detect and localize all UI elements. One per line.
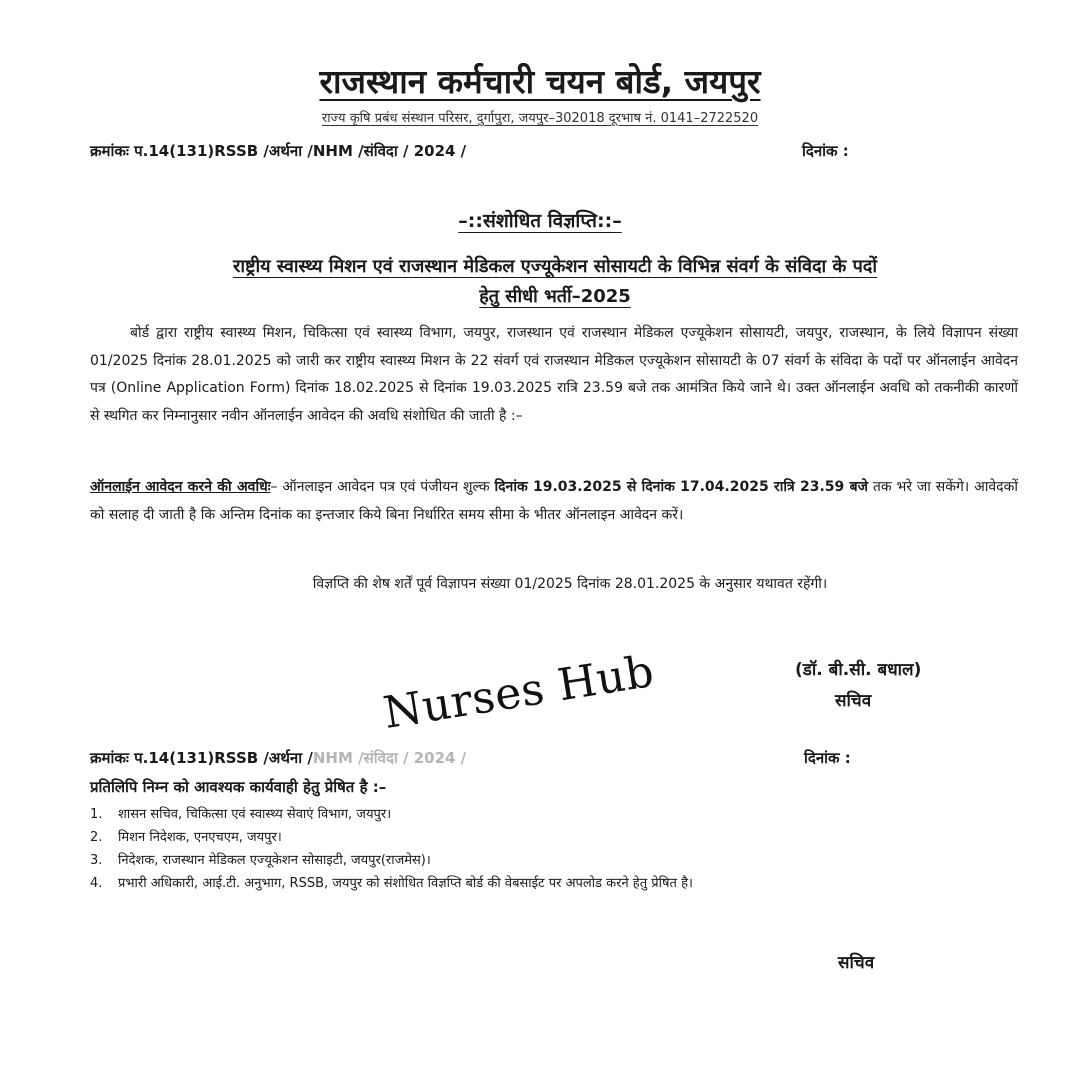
subject-line-1: राष्ट्रीय स्वास्थ्य मिशन एवं राजस्थान मेडिकल एज्यूकेशन सोसायटी के विभिन्न संवर्ग के संविदा के पदों: [232, 256, 878, 277]
period-text-1: – ऑनलाइन आवेदन पत्र एवं पंजीयन शुल्क: [270, 479, 495, 495]
list-item: 3. निदेशक, राजस्थान मेडिकल एज्यूकेशन सोसाइटी, जयपुर(राजमेस)।: [90, 853, 431, 868]
period-label: ऑनलाईन आवेदन करने की अवधिः: [90, 479, 271, 495]
reference-number-bottom-start: क्रमांकः प.14(131)RSSB /अर्थना /: [90, 749, 313, 767]
date-label-bottom: दिनांक :: [804, 749, 851, 767]
signatory-name: (डॉ. बी.सी. बधाल): [795, 660, 922, 680]
list-item: 1. शासन सचिव, चिकित्सा एवं स्वास्थ्य सेवाएं विभाग, जयपुर।: [90, 807, 392, 822]
closing-line: विज्ञप्ति की शेष शर्तें पूर्व विज्ञापन संख्या 01/2025 दिनांक 28.01.2025 के अनुसार यथावत रहेंगी।: [312, 576, 828, 592]
paragraph-application-period: [90, 474, 1018, 529]
reference-number-bottom-faded: NHM /संविदा / 2024 /: [312, 749, 467, 767]
period-text-2: तक भरे जा सकेंगे। आवेदकों को सलाह दी जाती है कि अन्तिम दिनांक का इन्तजार किये बिना निर्धारित समय सीमा के भीतर ऑनलाइन आवेदन करें।: [90, 479, 1018, 523]
reference-number-bottom: [90, 748, 466, 768]
footer-signature: सचिव: [838, 953, 875, 973]
copy-to-list: [90, 803, 693, 895]
reference-number-top: क्रमांकः प.14(131)RSSB /अर्थना /NHM /संविदा / 2024 /: [90, 142, 467, 160]
subject-line-2: हेतु सीधी भर्ती–2025: [479, 286, 631, 307]
board-address: राज्य कृषि प्रबंध संस्थान परिसर, दुर्गापुरा, जयपुर–302018 दूरभाष नं. 0141–2722520: [321, 111, 759, 126]
list-item: 2. मिशन निदेशक, एनएचएम, जयपुर।: [90, 830, 282, 845]
notice-subject: [90, 252, 1020, 312]
board-title: राजस्थान कर्मचारी चयन बोर्ड, जयपुर: [319, 62, 761, 101]
list-item: 4. प्रभारी अधिकारी, आई.टी. अनुभाग, RSSB, जयपुर को संशोधित विज्ञप्ति बोर्ड की वेबसाईट पर अपलोड करने हेतु प्रेषित है।: [90, 876, 693, 891]
paragraph-background: बोर्ड द्वारा राष्ट्रीय स्वास्थ्य मिशन, चिकित्सा एवं स्वास्थ्य विभाग, जयपुर, राजस्थान एवं राजस्थान मेडिकल एज्यूकेशन सोसायटी, जयपुर, राजस्थान, के लिये विज्ञापन संख्या 01/2025 दिनांक 28.01.2025 को जारी कर राष्ट्रीय स्वास्थ्य मिशन के 22 संवर्ग एवं राजस्थान मेडिकल एज्यूकेशन सोसायटी के 07 संवर्ग के संविदा के पदों पर ऑनलाईन आवेदन पत्र (Online Application Form) दिनांक 18.02.2025 से दिनांक 19.03.2025 रात्रि 23.59 बजे तक आमंत्रित किये जाने थे। उक्त ऑनलाईन अवधि को तकनीकी कारणों से स्थगित कर निम्नानुसार नवीन ऑनलाईन आवेदन की अवधि संशोधित की जाती है :–: [90, 325, 1018, 424]
notice-heading: –::संशोधित विज्ञप्ति::–: [458, 210, 622, 232]
period-dates: दिनांक 19.03.2025 से दिनांक 17.04.2025 रात्रि 23.59 बजे: [494, 479, 868, 495]
signatory-designation: सचिव: [835, 691, 872, 711]
watermark-text: Nurses Hub: [380, 645, 658, 739]
copy-to-heading: प्रतिलिपि निम्न को आवश्यक कार्यवाही हेतु प्रेषित है :–: [90, 778, 387, 796]
date-label-top: दिनांक :: [802, 142, 849, 160]
